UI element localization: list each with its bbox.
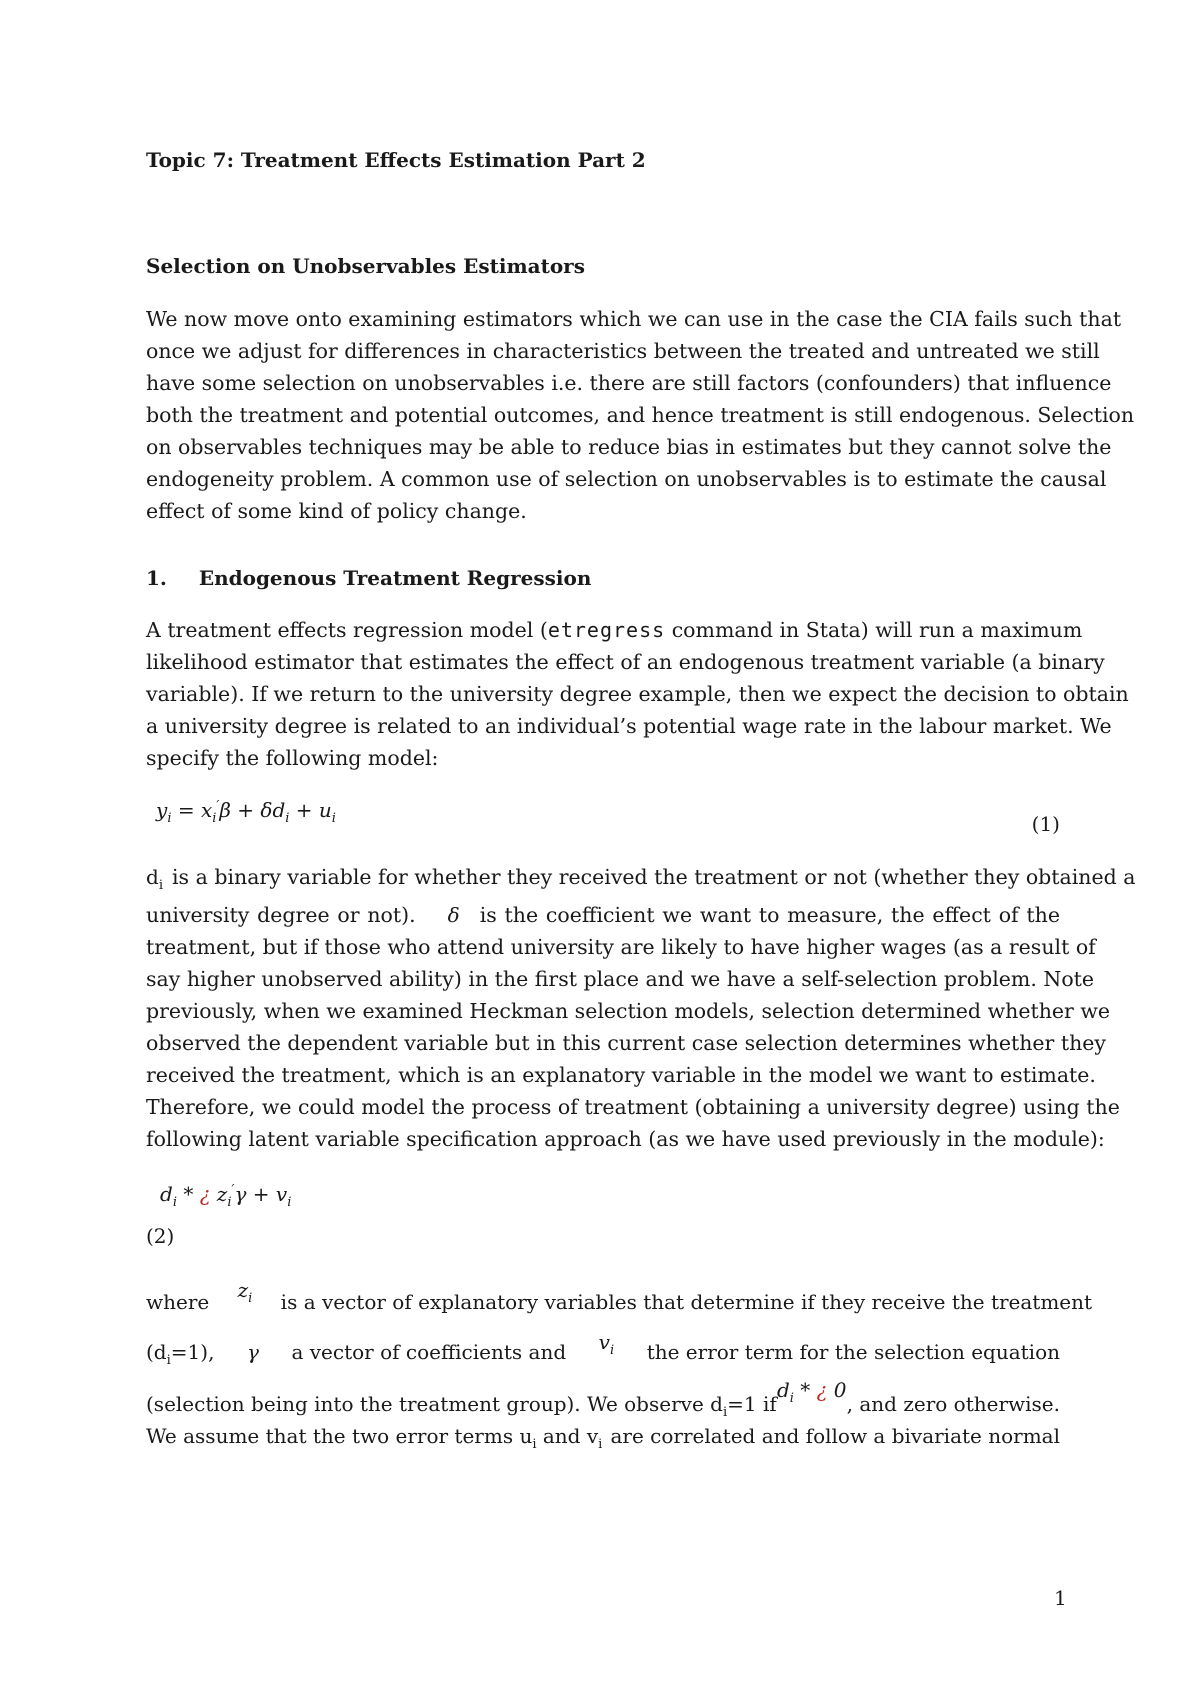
p2-line: previously, when we examined Heckman selection models, selection determined whether we bbox=[146, 999, 1111, 1023]
latent-condition: $d_i$ * ¿ 0 bbox=[776, 1378, 847, 1406]
subsection-title: Endogenous Treatment Regression bbox=[198, 566, 592, 590]
p1-line: specify the following model: bbox=[146, 746, 439, 770]
equation-2: $d_i$ * ¿ $z_i'\gamma + v_i$ bbox=[160, 1182, 292, 1210]
p2-line: following latent variable specification approach (as we have used previously in the module): bbox=[146, 1127, 1105, 1151]
intro-line: on observables techniques may be able to reduce bias in estimates but they cannot solve the bbox=[146, 435, 1112, 459]
subsection-number: 1. bbox=[146, 566, 167, 590]
page-number: 1 bbox=[1054, 1586, 1067, 1610]
p3-line-1: where $z_i$ is a vector of explanatory variables that determine if they receive the treatment bbox=[146, 1278, 1093, 1314]
p1-line: variable). If we return to the university degree example, then we expect the decision to obtain bbox=[146, 682, 1129, 706]
intro-line: We now move onto examining estimators which we can use in the case the CIA fails such that bbox=[146, 307, 1122, 331]
page-title: Topic 7: Treatment Effects Estimation Part 2 bbox=[146, 148, 646, 172]
intro-line: effect of some kind of policy change. bbox=[146, 499, 527, 523]
p2-line: Therefore, we could model the process of treatment (obtaining a university degree) using the bbox=[146, 1095, 1120, 1119]
p1-line: a university degree is related to an individual’s potential wage rate in the labour market. We bbox=[146, 714, 1112, 738]
p1-line: likelihood estimator that estimates the effect of an endogenous treatment variable (a binary bbox=[146, 650, 1105, 674]
treatment-paragraph bbox=[146, 861, 1136, 1155]
intro-line: once we adjust for differences in characteristics between the treated and untreated we still bbox=[146, 339, 1100, 363]
etregress-paragraph bbox=[146, 614, 1129, 774]
equation-1: $y_i = x_i'\beta + \delta d_i + u_i$ bbox=[156, 798, 336, 826]
missing-glyph-marker: ¿ bbox=[199, 1182, 211, 1206]
p3-line-3: (selection being into the treatment group). We observe $d_i=1$ if $d_i$ * ¿ 0 , and zero otherwise. bbox=[146, 1378, 1060, 1420]
p2-line: treatment, but if those who attend university are likely to have higher wages (as a result of bbox=[146, 935, 1096, 959]
intro-paragraph bbox=[146, 303, 1135, 527]
p2-line: observed the dependent variable but in this current case selection determines whether they bbox=[146, 1031, 1107, 1055]
intro-line: endogeneity problem. A common use of selection on unobservables is to estimate the causal bbox=[146, 467, 1107, 491]
p3-line-2: $(d_i=1)$, γ a vector of coefficients and $v_i$ the error term for the selection equation bbox=[146, 1330, 1060, 1368]
section-heading: Selection on Unobservables Estimators bbox=[146, 254, 585, 278]
intro-line: have some selection on unobservables i.e. there are still factors (confounders) that influence bbox=[146, 371, 1112, 395]
delta-symbol: δ bbox=[447, 903, 460, 927]
etregress-code: etregress bbox=[547, 618, 666, 642]
equation-2-number: (2) bbox=[146, 1224, 175, 1248]
gamma-symbol: γ bbox=[246, 1340, 259, 1364]
intro-line: both the treatment and potential outcomes, and hence treatment is still endogenous. Selection bbox=[146, 403, 1135, 427]
p3-line-4: We assume that the two error terms $u_i$ and $v_i$ are correlated and follow a bivariate normal bbox=[146, 1424, 1060, 1452]
equation-1-number: (1) bbox=[1031, 812, 1060, 836]
p2-d-variable: $d_i$ bbox=[146, 865, 163, 893]
p2-line: university degree or not). δ is the coefficient we want to measure, the effect of the bbox=[146, 903, 1060, 927]
v-error-symbol: $v_i$ bbox=[598, 1330, 615, 1358]
z-vector-symbol: $z_i$ bbox=[237, 1278, 253, 1306]
p2-line: say higher unobserved ability) in the first place and we have a self-selection problem. Note bbox=[146, 967, 1095, 991]
p2-line: received the treatment, which is an explanatory variable in the model we want to estimate. bbox=[146, 1063, 1096, 1087]
subsection-heading bbox=[146, 566, 591, 590]
p1-line: A treatment effects regression model (etregress command in Stata) will run a maximum bbox=[146, 618, 1083, 642]
p2-line: is a binary variable for whether they received the treatment or not (whether they obtained a bbox=[172, 865, 1136, 889]
